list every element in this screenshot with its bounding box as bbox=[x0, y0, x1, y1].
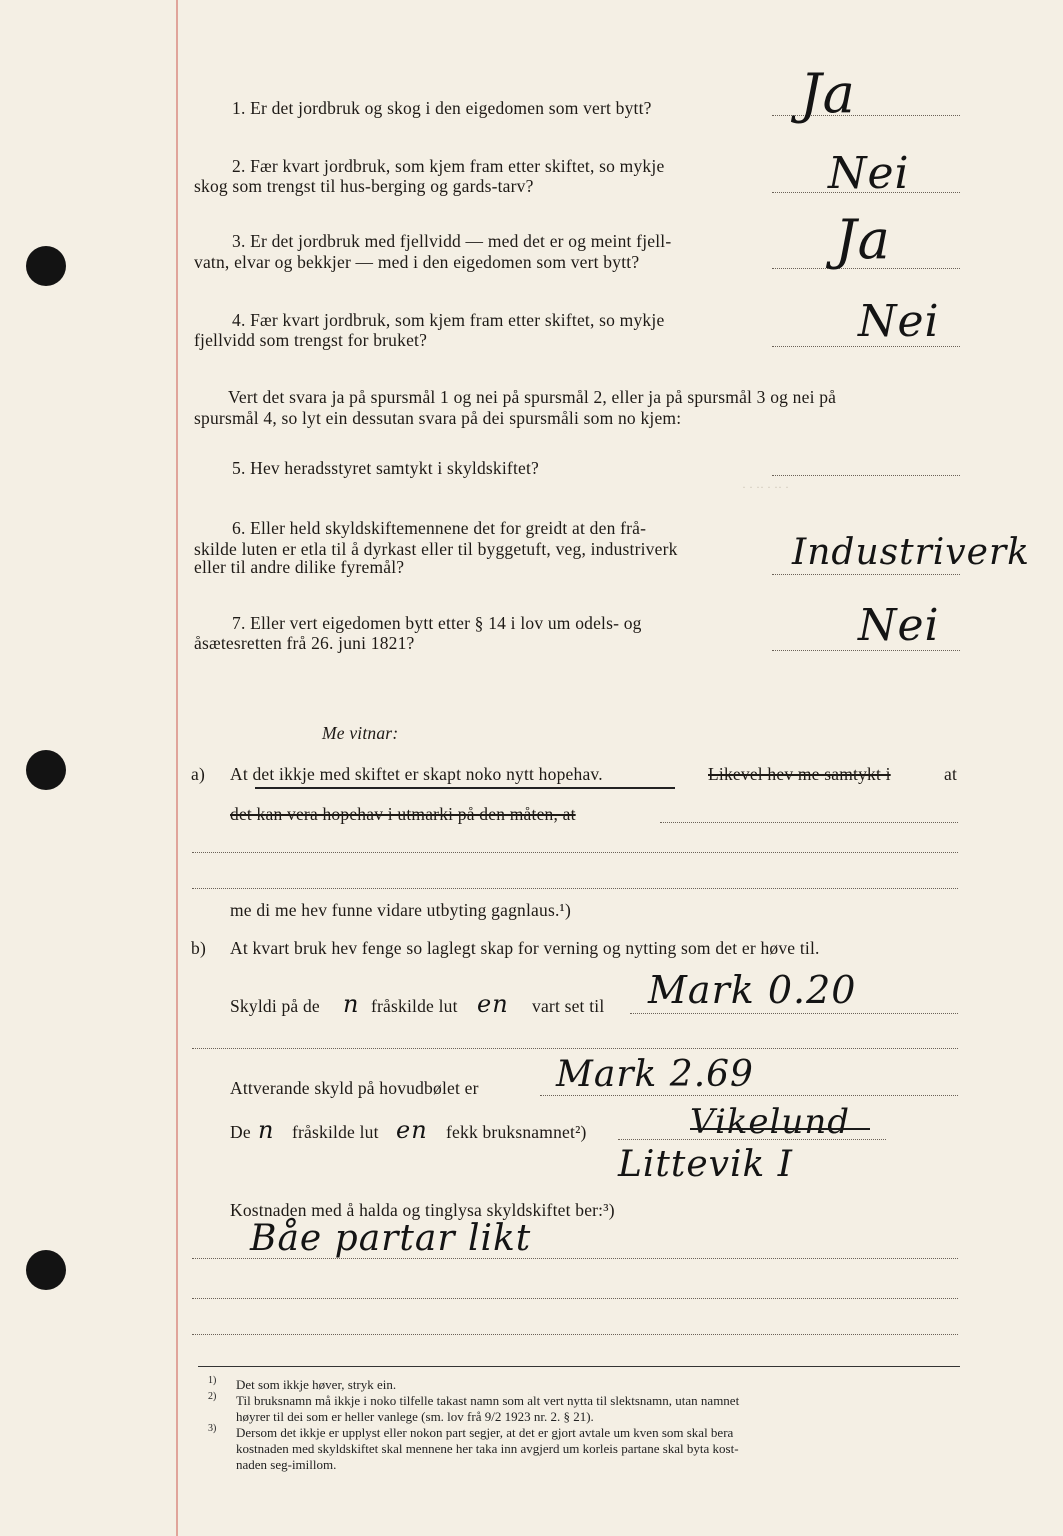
item-a-line-2-struck: det kan vera hopehav i utmarki på den måten, at bbox=[230, 804, 576, 824]
bruksnamn-value: Littevik I bbox=[618, 1144, 793, 1185]
answer-3: Ja bbox=[835, 208, 891, 271]
skyldi-value: Mark 0.20 bbox=[648, 968, 857, 1012]
punch-hole bbox=[26, 246, 66, 286]
answer-2: Nei bbox=[828, 148, 910, 199]
answer-1: Ja bbox=[800, 62, 856, 125]
footnote-2-line-2: høyrer til dei som er heller vanlege (sm. lov frå 9/2 1923 nr. 2. § 21). bbox=[236, 1409, 594, 1424]
punch-hole bbox=[26, 750, 66, 790]
fill-line bbox=[192, 888, 958, 889]
fill-line bbox=[540, 1095, 958, 1096]
attverande-value: Mark 2.69 bbox=[556, 1054, 754, 1095]
fill-line bbox=[192, 1048, 958, 1049]
footnote-2-number: 2) bbox=[208, 1391, 217, 1402]
question-1: 1. Er det jordbruk og skog i den eigedomen som vert bytt? bbox=[232, 98, 652, 118]
bruksnamn-label-2: fråskilde lut bbox=[292, 1122, 379, 1142]
item-a-line-1: At det ikkje med skiftet er skapt noko nytt hopehav. bbox=[230, 764, 603, 784]
footnote-separator bbox=[198, 1366, 960, 1367]
skyldi-label-2: fråskilde lut bbox=[371, 996, 458, 1016]
punch-hole bbox=[26, 1250, 66, 1290]
fill-line bbox=[618, 1139, 886, 1140]
item-b-label: b) bbox=[191, 938, 206, 958]
footnote-3-line-3: naden seg-imillom. bbox=[236, 1457, 337, 1472]
footnote-3-number: 3) bbox=[208, 1423, 217, 1434]
fill-line bbox=[192, 1258, 958, 1259]
answer-line-5 bbox=[772, 475, 960, 476]
kostnad-value: Båe partar likt bbox=[250, 1218, 532, 1259]
footnote-1: Det som ikkje høver, stryk ein. bbox=[236, 1377, 397, 1392]
question-3-line-2: vatn, elvar og bekkjer — med i den eigedomen som vert bytt? bbox=[194, 252, 640, 272]
witness-heading: Me vitnar: bbox=[322, 723, 399, 743]
margin-line bbox=[176, 0, 178, 1536]
skyldi-handwritten-2: en bbox=[477, 990, 509, 1018]
instruction-line-1: Vert det svara ja på spursmål 1 og nei på spursmål 2, eller ja på spursmål 3 og nei på bbox=[228, 387, 837, 407]
footnote-3-line-2: kostnaden med skyldskiftet skal mennene her taka inn avgjerd um korleis partane skal byta kost- bbox=[236, 1441, 739, 1456]
question-2-line-2: skog som trengst til hus-berging og gards-tarv? bbox=[194, 176, 534, 196]
question-3-line-1: 3. Er det jordbruk med fjellvidd — med det er og meint fjell- bbox=[232, 231, 672, 251]
fill-line bbox=[192, 1334, 958, 1335]
bleed-through-text: · · ·· · ·· · bbox=[742, 480, 789, 494]
instruction-line-2: spursmål 4, so lyt ein dessutan svara på dei spursmåli som no kjem: bbox=[194, 408, 682, 428]
fill-line bbox=[630, 1013, 958, 1014]
bruksnamn-struck-value: Vikelund bbox=[690, 1102, 850, 1142]
footnote-1-number: 1) bbox=[208, 1375, 217, 1386]
question-7-line-1: 7. Eller vert eigedomen bytt etter § 14 i lov um odels- og bbox=[232, 613, 642, 633]
footnote-3-line-1: Dersom det ikkje er upplyst eller nokon part segjer, at det er gjort avtale um kven som skal bera bbox=[236, 1425, 734, 1440]
answer-6: Industriverk bbox=[792, 532, 1030, 573]
handwritten-underline bbox=[255, 787, 675, 789]
question-7-line-2: åsætesretten frå 26. juni 1821? bbox=[194, 633, 415, 653]
question-6-line-2: skilde luten er etla til å dyrkast eller til byggetuft, veg, industriverk bbox=[194, 539, 678, 559]
skyldi-label-1: Skyldi på de bbox=[230, 996, 320, 1016]
attverande-label: Attverande skyld på hovudbølet er bbox=[230, 1078, 479, 1098]
fill-line bbox=[192, 1298, 958, 1299]
question-6-line-1: 6. Eller held skyldskiftemennene det for greidt at den frå- bbox=[232, 518, 647, 538]
bruksnamn-label-3: fekk bruksnamnet²) bbox=[446, 1122, 587, 1142]
bruksnamn-handwritten-2: en bbox=[396, 1116, 428, 1144]
item-a-line-3: me di me hev funne vidare utbyting gagnlaus.¹) bbox=[230, 900, 572, 920]
item-a-line-1-end: at bbox=[944, 764, 958, 784]
strike-through bbox=[690, 1128, 870, 1130]
item-b-line-1: At kvart bruk hev fenge so laglegt skap for verning og nytting som det er høve til. bbox=[230, 938, 820, 958]
bruksnamn-handwritten-1: n bbox=[258, 1116, 275, 1144]
question-5: 5. Hev heradsstyret samtykt i skyldskiftet? bbox=[232, 458, 540, 478]
question-2-line-1: 2. Fær kvart jordbruk, som kjem fram etter skiftet, so mykje bbox=[232, 156, 665, 176]
answer-7: Nei bbox=[858, 600, 940, 651]
question-6-line-3: eller til andre dilike fyremål? bbox=[194, 557, 405, 577]
answer-line-6 bbox=[772, 574, 960, 575]
question-4-line-1: 4. Fær kvart jordbruk, som kjem fram etter skiftet, so mykje bbox=[232, 310, 665, 330]
footnote-2-line-1: Til bruksnamn må ikkje i noko tilfelle takast namn som alt vert nytta til slektsnamn, utan namnet bbox=[236, 1393, 740, 1408]
kostnad-label: Kostnaden med å halda og tinglysa skyldskiftet ber:³) bbox=[230, 1200, 615, 1220]
fill-line bbox=[660, 822, 958, 823]
item-a-label: a) bbox=[191, 764, 205, 784]
skyldi-label-3: vart set til bbox=[532, 996, 605, 1016]
bruksnamn-label-1: De bbox=[230, 1122, 251, 1142]
fill-line bbox=[192, 852, 958, 853]
answer-4: Nei bbox=[858, 296, 940, 347]
item-a-struck-text: Likevel hev me samtykt i bbox=[708, 764, 891, 784]
skyldi-handwritten-1: n bbox=[343, 990, 360, 1018]
question-4-line-2: fjellvidd som trengst for bruket? bbox=[194, 330, 428, 350]
